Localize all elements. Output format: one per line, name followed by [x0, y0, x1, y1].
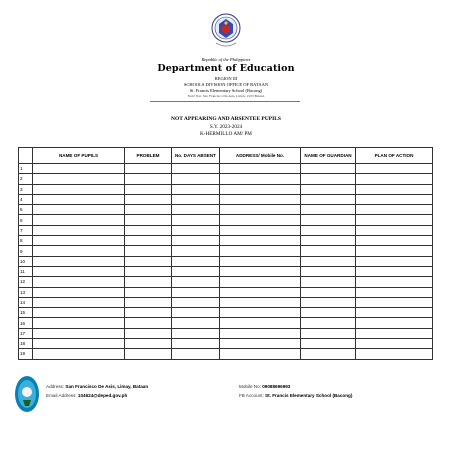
footer-address-label: Address:	[46, 384, 65, 389]
table-cell[interactable]	[125, 328, 172, 338]
table-cell[interactable]	[33, 205, 125, 215]
table-cell[interactable]	[125, 287, 172, 297]
table-row	[19, 287, 433, 297]
row-number: 10	[19, 256, 33, 266]
table-cell[interactable]	[33, 277, 125, 287]
table-cell[interactable]	[220, 225, 301, 235]
table-cell[interactable]	[33, 266, 125, 276]
department-name: Department of Education	[157, 63, 295, 74]
table-cell[interactable]	[33, 174, 125, 184]
table-cell[interactable]	[220, 328, 301, 338]
table-cell[interactable]	[125, 236, 172, 246]
row-number: 4	[19, 194, 33, 204]
table-cell[interactable]	[172, 205, 220, 215]
footer-mobile-value: 09088696993	[262, 384, 291, 389]
row-number: 7	[19, 225, 33, 235]
table-cell[interactable]	[301, 164, 356, 174]
table-cell[interactable]	[356, 236, 433, 246]
table-cell[interactable]	[33, 164, 125, 174]
table-cell[interactable]	[301, 256, 356, 266]
row-number: 13	[19, 287, 33, 297]
row-number: 8	[19, 236, 33, 246]
table-cell[interactable]	[172, 339, 220, 349]
school-logo-icon	[14, 374, 40, 414]
table-cell[interactable]	[356, 215, 433, 225]
table-cell[interactable]	[33, 318, 125, 328]
table-cell[interactable]	[220, 236, 301, 246]
table-cell[interactable]	[220, 297, 301, 307]
table-cell[interactable]	[125, 184, 172, 194]
header-divider	[150, 101, 300, 102]
deped-seal-icon	[211, 13, 241, 51]
table-cell[interactable]	[172, 215, 220, 225]
table-row	[19, 225, 433, 235]
table-row	[19, 236, 433, 246]
table-cell[interactable]	[301, 236, 356, 246]
footer-email-value: 104624@deped.gov.ph	[77, 393, 128, 398]
republic-line: Republic of the Philippines	[201, 57, 251, 62]
row-number: 6	[19, 215, 33, 225]
school-name: St. Francis Elementary School (Bacong)	[189, 88, 263, 93]
table-cell[interactable]	[125, 246, 172, 256]
table-cell[interactable]	[172, 194, 220, 204]
footer-fb	[239, 393, 352, 398]
table-cell[interactable]	[356, 164, 433, 174]
table-cell[interactable]	[172, 164, 220, 174]
column-header: NAME OF GUARDIAN	[301, 148, 356, 164]
table-cell[interactable]	[301, 205, 356, 215]
table-cell[interactable]	[356, 349, 433, 359]
table-cell[interactable]	[356, 339, 433, 349]
table-cell[interactable]	[220, 349, 301, 359]
table-row	[19, 205, 433, 215]
table-cell[interactable]	[220, 174, 301, 184]
table-cell[interactable]	[220, 256, 301, 266]
table-cell[interactable]	[172, 236, 220, 246]
table-cell[interactable]	[33, 308, 125, 318]
table-cell[interactable]	[220, 308, 301, 318]
table-cell[interactable]	[33, 215, 125, 225]
table-cell[interactable]	[301, 339, 356, 349]
table-cell[interactable]	[125, 349, 172, 359]
footer-email	[46, 393, 127, 398]
school-address-small: Nan? Nat, San Francisco De Asis, Limay, 2103 Bataan	[187, 94, 265, 98]
table-cell[interactable]	[301, 174, 356, 184]
table-cell[interactable]	[172, 184, 220, 194]
column-header	[19, 148, 33, 164]
table-cell[interactable]	[356, 308, 433, 318]
table-cell[interactable]	[301, 328, 356, 338]
row-number: 14	[19, 297, 33, 307]
table-cell[interactable]	[220, 164, 301, 174]
table-cell[interactable]	[220, 184, 301, 194]
table-row	[19, 297, 433, 307]
footer-address	[46, 384, 148, 389]
column-header: NAME OF PUPILS	[33, 148, 125, 164]
table-cell[interactable]	[356, 194, 433, 204]
table-cell[interactable]	[125, 266, 172, 276]
table-cell[interactable]	[301, 246, 356, 256]
table-cell[interactable]	[125, 164, 172, 174]
table-cell[interactable]	[172, 174, 220, 184]
table-cell[interactable]	[356, 246, 433, 256]
table-row	[19, 277, 433, 287]
table-cell[interactable]	[125, 205, 172, 215]
table-cell[interactable]	[125, 297, 172, 307]
table-cell[interactable]	[125, 339, 172, 349]
table-cell[interactable]	[301, 318, 356, 328]
table-cell[interactable]	[356, 225, 433, 235]
table-row	[19, 328, 433, 338]
table-cell[interactable]	[125, 174, 172, 184]
table-row	[19, 194, 433, 204]
table-row	[19, 266, 433, 276]
row-number: 19	[19, 349, 33, 359]
table-cell[interactable]	[33, 184, 125, 194]
table-cell[interactable]	[301, 277, 356, 287]
table-cell[interactable]	[301, 225, 356, 235]
table-cell[interactable]	[220, 194, 301, 204]
table-cell[interactable]	[33, 349, 125, 359]
table-cell[interactable]	[172, 246, 220, 256]
table-cell[interactable]	[356, 184, 433, 194]
table-cell[interactable]	[356, 318, 433, 328]
row-number: 11	[19, 266, 33, 276]
table-cell[interactable]	[125, 215, 172, 225]
table-cell[interactable]	[125, 318, 172, 328]
footer-mobile	[239, 384, 290, 389]
column-header: ADDRESS/ Mobile No.	[220, 148, 301, 164]
table-cell[interactable]	[33, 339, 125, 349]
row-number: 15	[19, 308, 33, 318]
footer-mobile-label: Mobile No:	[239, 384, 261, 389]
table-row	[19, 164, 433, 174]
table-cell[interactable]	[220, 287, 301, 297]
table-cell[interactable]	[172, 287, 220, 297]
footer-fb-label: FB Account:	[239, 393, 264, 398]
row-number: 9	[19, 246, 33, 256]
table-cell[interactable]	[220, 339, 301, 349]
table-cell[interactable]	[125, 308, 172, 318]
table-cell[interactable]	[33, 297, 125, 307]
school-year: S.Y. 2023-2024	[209, 124, 243, 130]
table-cell[interactable]	[301, 308, 356, 318]
table-cell[interactable]	[356, 297, 433, 307]
footer-address-value: San Francisco De Asis, Limay, Bataan	[65, 384, 149, 389]
table-cell[interactable]	[125, 256, 172, 266]
table-cell[interactable]	[172, 308, 220, 318]
table-cell[interactable]	[172, 225, 220, 235]
table-cell[interactable]	[33, 256, 125, 266]
table-cell[interactable]	[33, 236, 125, 246]
row-number: 1	[19, 164, 33, 174]
table-cell[interactable]	[220, 215, 301, 225]
document-title: NOT APPEARING AND ABSENTEE PUPILS	[171, 116, 281, 122]
table-cell[interactable]	[220, 246, 301, 256]
table-cell[interactable]	[125, 277, 172, 287]
table-row	[19, 308, 433, 318]
table-cell[interactable]	[356, 174, 433, 184]
table-cell[interactable]	[220, 266, 301, 276]
table-cell[interactable]	[356, 287, 433, 297]
table-cell[interactable]	[33, 194, 125, 204]
table-row	[19, 184, 433, 194]
table-row	[19, 318, 433, 328]
table-cell[interactable]	[220, 277, 301, 287]
table-cell[interactable]	[33, 328, 125, 338]
table-row	[19, 349, 433, 359]
column-header: PROBLEM	[125, 148, 172, 164]
table-cell[interactable]	[172, 297, 220, 307]
table-cell[interactable]	[301, 215, 356, 225]
table-row	[19, 339, 433, 349]
table-cell[interactable]	[356, 256, 433, 266]
table-cell[interactable]	[301, 194, 356, 204]
table-cell[interactable]	[125, 194, 172, 204]
table-cell[interactable]	[301, 266, 356, 276]
table-row	[19, 174, 433, 184]
row-number: 17	[19, 328, 33, 338]
row-number: 16	[19, 318, 33, 328]
table-cell[interactable]	[125, 225, 172, 235]
row-number: 5	[19, 205, 33, 215]
table-cell[interactable]	[33, 287, 125, 297]
section-name: K-HERMILLO AM/ PM	[200, 131, 252, 137]
table-cell[interactable]	[172, 328, 220, 338]
table-cell[interactable]	[220, 318, 301, 328]
table-cell[interactable]	[33, 246, 125, 256]
row-number: 2	[19, 174, 33, 184]
division-line: SCHOOLS DIVISION OFFICE OF BATAAN	[183, 82, 269, 87]
column-header: PLAN OF ACTION	[356, 148, 433, 164]
column-header: No. DAYS ABSENT	[172, 148, 220, 164]
table-header-row	[19, 148, 433, 164]
table-cell[interactable]	[301, 297, 356, 307]
row-number: 12	[19, 277, 33, 287]
table-cell[interactable]	[356, 277, 433, 287]
table-cell[interactable]	[356, 266, 433, 276]
table-cell[interactable]	[301, 287, 356, 297]
table-cell[interactable]	[172, 318, 220, 328]
table-cell[interactable]	[301, 349, 356, 359]
table-row	[19, 215, 433, 225]
table-cell[interactable]	[172, 349, 220, 359]
footer-email-label: Email Address:	[46, 393, 77, 398]
table-cell[interactable]	[220, 205, 301, 215]
region-line: REGION III	[214, 76, 238, 81]
table-cell[interactable]	[172, 256, 220, 266]
table-cell[interactable]	[356, 328, 433, 338]
absentee-table	[18, 147, 433, 360]
table-cell[interactable]	[301, 184, 356, 194]
footer-fb-value: St. Francis Elementary School (Bacong)	[265, 393, 353, 398]
table-row	[19, 246, 433, 256]
table-cell[interactable]	[172, 277, 220, 287]
table-cell[interactable]	[33, 225, 125, 235]
table-cell[interactable]	[172, 266, 220, 276]
row-number: 18	[19, 339, 33, 349]
table-row	[19, 256, 433, 266]
row-number: 3	[19, 184, 33, 194]
table-cell[interactable]	[356, 205, 433, 215]
